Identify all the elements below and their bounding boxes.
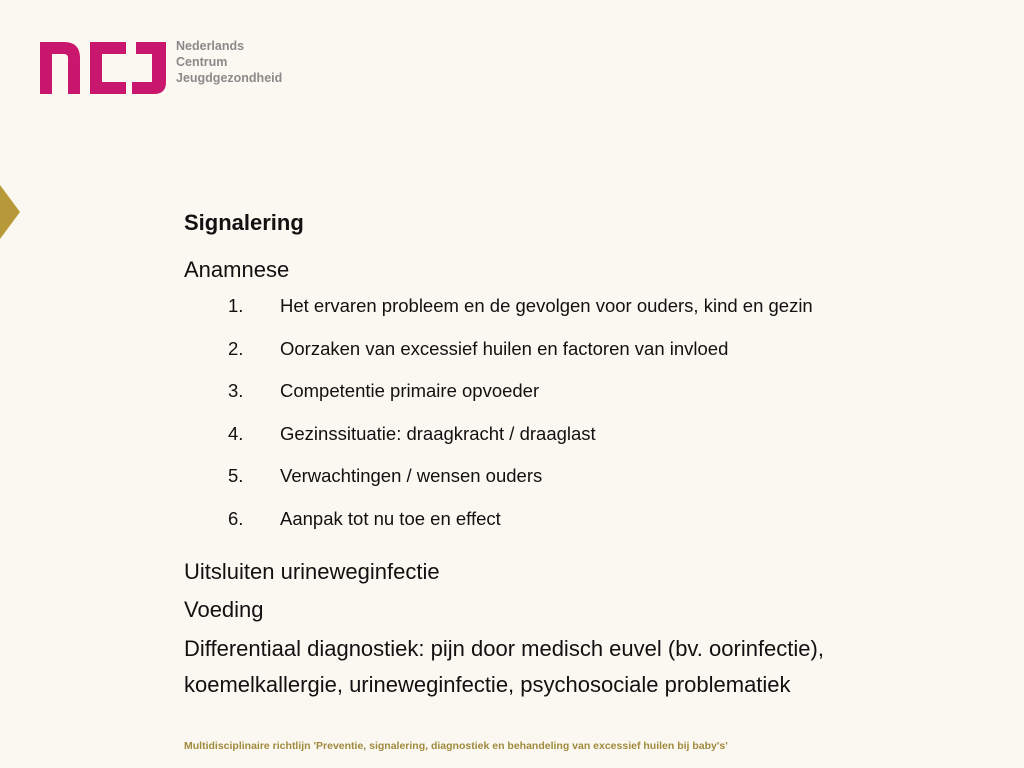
- list-item-number: 1.: [228, 295, 244, 316]
- list-item-text: Gezinssituatie: draagkracht / draaglast: [280, 422, 596, 444]
- slide-footer: Multidisciplinaire richtlijn 'Preventie, signalering, diagnostiek en behandeling van excessief huilen bij baby's': [184, 740, 728, 752]
- list-item-number: 3.: [228, 380, 244, 401]
- ncj-logo-text: [176, 38, 282, 86]
- diff-line-2: koemelkallergie, urineweginfectie, psychosociale problematiek: [184, 672, 791, 697]
- list-item-text: Verwachtingen / wensen ouders: [280, 465, 543, 486]
- list-item-number: 6.: [228, 507, 244, 529]
- ncj-logo: [40, 38, 300, 98]
- list-item-number: 5.: [228, 465, 244, 486]
- list-item: [184, 379, 984, 422]
- list-item: [184, 422, 984, 465]
- list-item-text: Het ervaren probleem en de gevolgen voor ouders, kind en gezin: [280, 295, 813, 316]
- list-item: [184, 337, 984, 380]
- logo-line-1: Nederlands: [176, 39, 245, 53]
- list-item-text: Aanpak tot nu toe en effect: [280, 507, 501, 529]
- logo-line-2: Centrum: [176, 55, 228, 69]
- diff-line-1: Differentiaal diagnostiek: pijn door medisch euvel (bv. oorinfectie),: [184, 636, 824, 661]
- list-item-number: 2.: [228, 337, 244, 359]
- side-arrow-icon: [0, 185, 20, 239]
- list-item: [184, 507, 984, 550]
- slide-subheading: Anamnese: [184, 257, 290, 282]
- logo-line-3: Jeugdgezondheid: [176, 71, 283, 85]
- list-item: [184, 464, 984, 507]
- slide-heading: Signalering: [184, 210, 304, 235]
- list-item-text: Oorzaken van excessief huilen en factoren van invloed: [280, 337, 729, 359]
- list-item-text: Competentie primaire opvoeder: [280, 380, 540, 401]
- list-item-number: 4.: [228, 422, 244, 444]
- slide-content: [184, 208, 984, 703]
- point-uti: Uitsluiten urineweginfectie: [184, 559, 440, 584]
- point-feeding: Voeding: [184, 597, 264, 622]
- ncj-logo-mark: [40, 40, 168, 94]
- list-item: [184, 294, 984, 337]
- point-differential-diagnosis: [184, 631, 984, 703]
- anamnese-list: [184, 294, 984, 549]
